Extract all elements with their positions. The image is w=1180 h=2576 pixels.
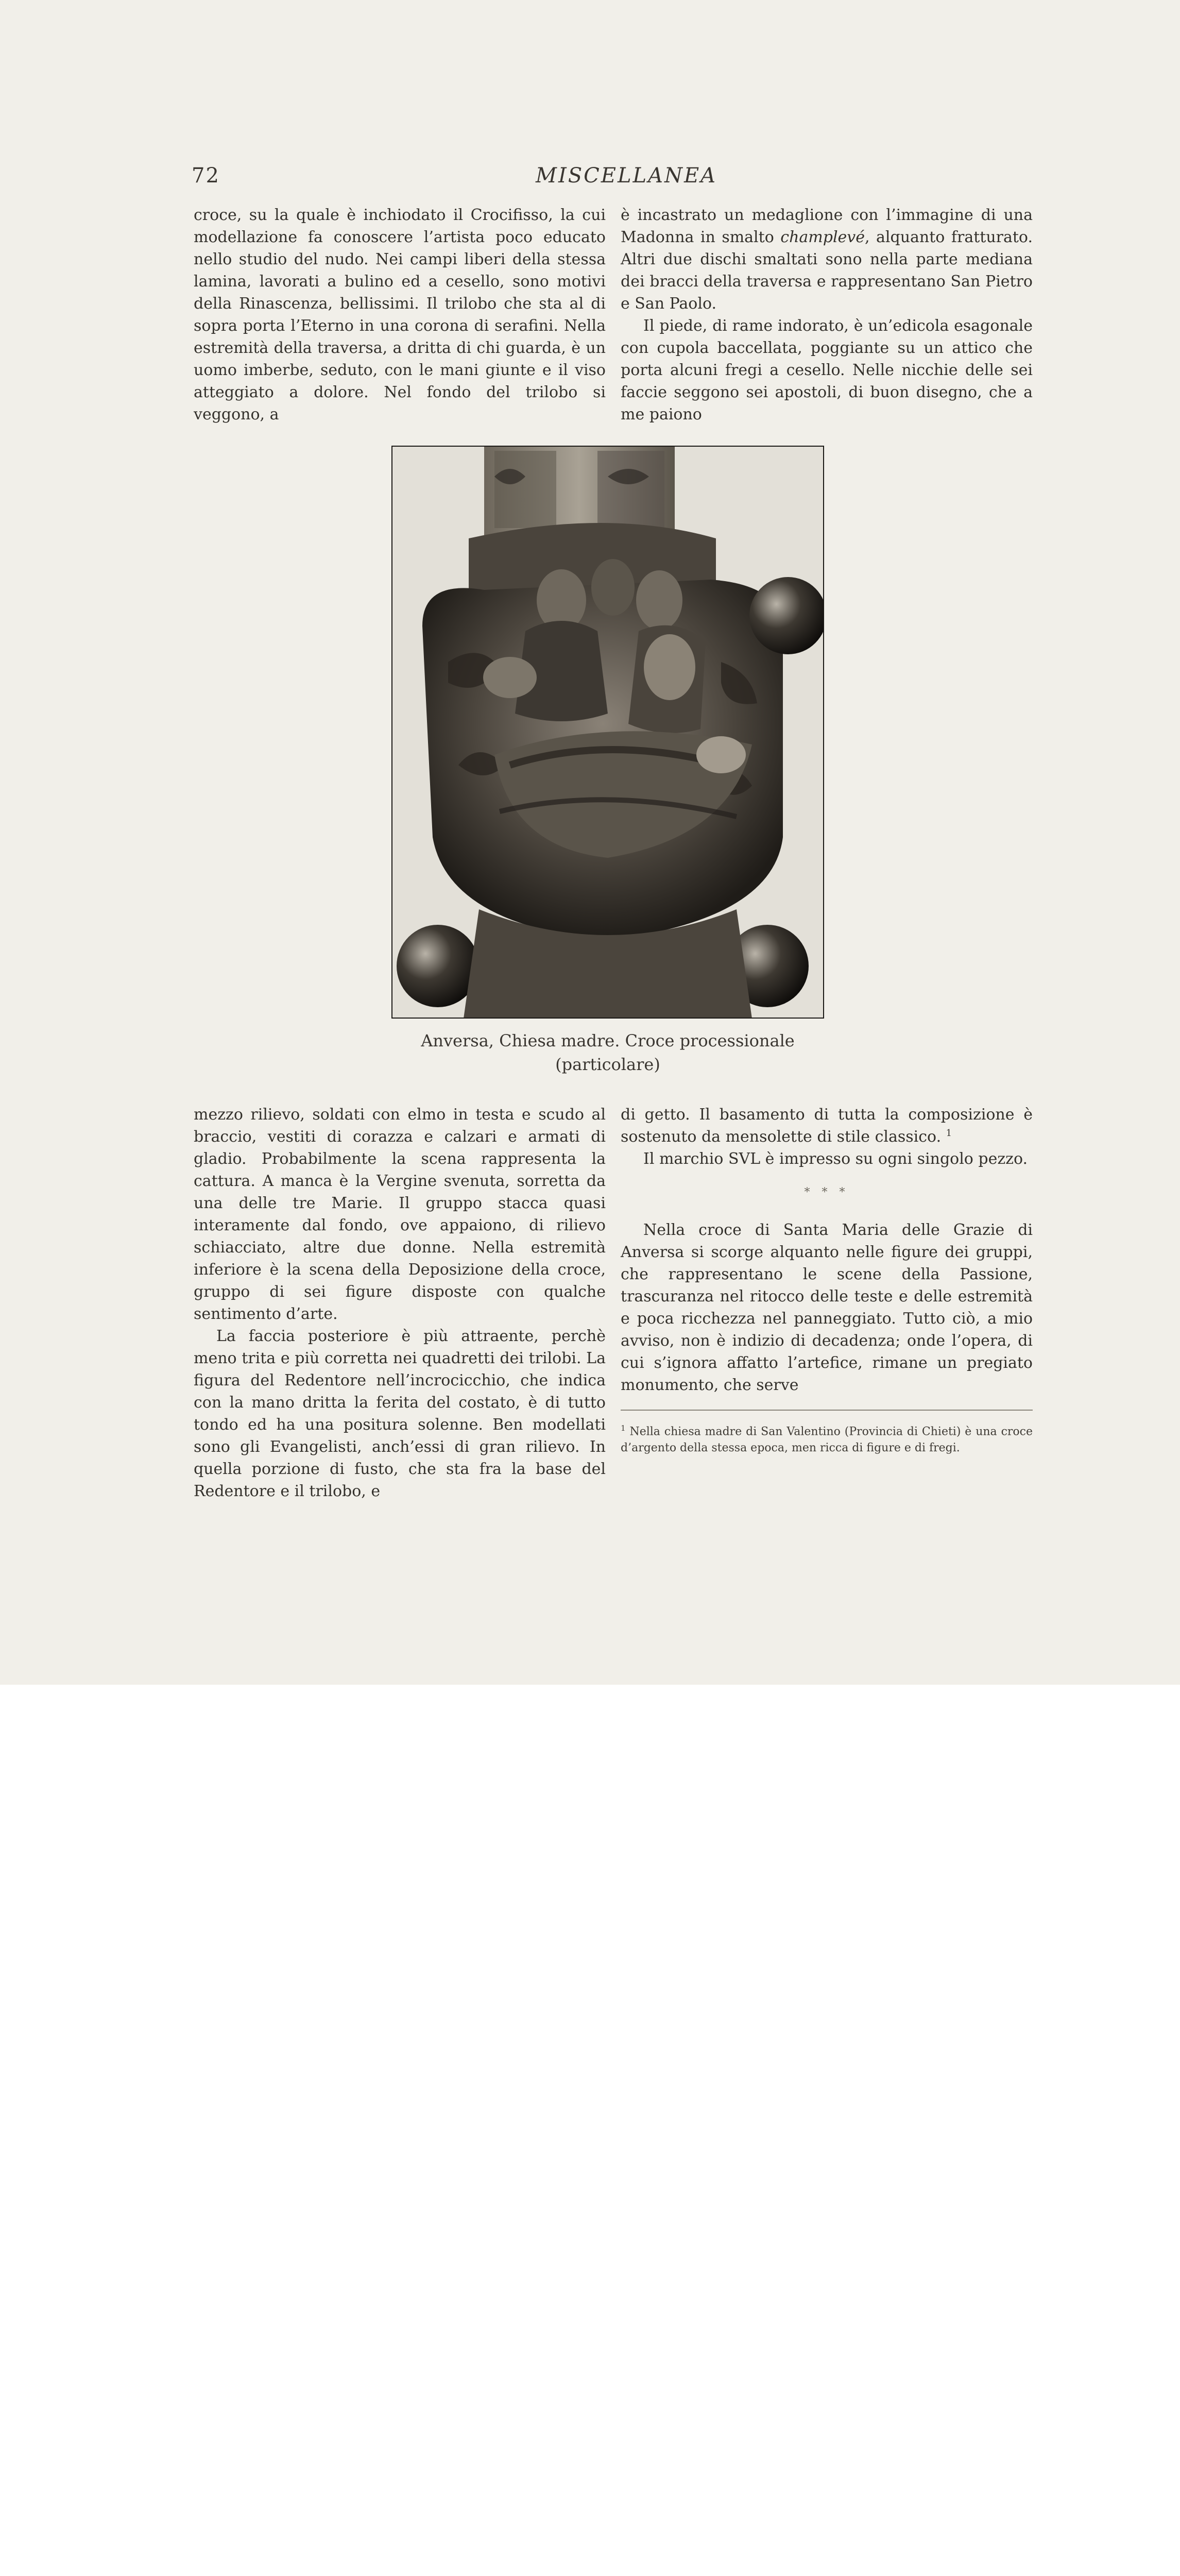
footnote: $^1$ Nella chiesa madre di San Valentino (Provincia di Chieti) è una croce d’argento della stessa epoca, men ricca di figure e di fregi.	[621, 1423, 1033, 1455]
footnote-mark: 1	[621, 1423, 626, 1433]
paragraph: Il marchio SVL è impresso su ogni singolo pezzo.	[643, 1150, 1028, 1168]
caption-line: Anversa, Chiesa madre. Croce processionale	[421, 1031, 795, 1050]
text-column-right-bottom	[621, 1104, 1033, 1456]
digitization-footer	[0, 1685, 1180, 1765]
section-separator: * * *	[804, 1186, 849, 1199]
paragraph: Nella croce di Santa Maria delle Grazie di Anversa si scorge alquanto nelle figure dei gruppi, che rappresentano le scene della Passione, trascuranza nel ritocco delle teste e delle estremità e poca ricchezza nel panneggiato. Tutto ciò, a mio avviso, non è indizio di decadenza; onde l’opera, di cui s’ignora affatto l’artefice, rimane un pregiato monumento, che serve	[621, 1221, 1033, 1394]
footnote-rule	[621, 1410, 1033, 1411]
paragraph: di getto. Il basamento di tutta la composizione è sostenuto da mensolette di stile classico. $^1$	[621, 1106, 1033, 1146]
italic-term: champlevé	[780, 228, 865, 246]
footnote-reference: 1	[946, 1128, 952, 1139]
text-column-right-top	[621, 204, 1033, 426]
running-head: MISCELLANEA	[536, 164, 717, 188]
text-column-left-bottom	[194, 1104, 606, 1502]
figure-photograph	[391, 446, 824, 1019]
paragraph: La faccia posteriore è più attraente, perchè meno trita e più corretta nei quadretti dei trilobi. La figura del Redentore nell’incrocicchio, che indica con la mano dritta la ferita del costato, è di tutto tondo ed ha una positura solenne. Ben modellati sono gli Evangelisti, anch’essi di gran rilievo. In quella porzione di fusto, che sta fra la base del Redentore e il trilobo, e	[194, 1327, 606, 1500]
figure-caption	[391, 1029, 824, 1076]
caption-line: (particolare)	[555, 1055, 660, 1074]
paragraph: mezzo rilievo, soldati con elmo in testa e scudo al braccio, vestiti di corazza e calzari e armati di gladio. Probabilmente la scena rappresenta la cattura. A manca è la Vergine svenuta, sorretta da una delle tre Marie. Il gruppo stacca quasi interamente dal fondo, ove appaiono, di rilievo schiacciato, altre due donne. Nella estremità inferiore è la scena della Deposizione della croce, gruppo di sei figure disposte con qualche sentimento d’arte.	[194, 1106, 606, 1323]
page-number: 72	[192, 164, 220, 188]
cross-relief-photo	[391, 446, 824, 1019]
paragraph: Il piede, di rame indorato, è un’edicola esagonale con cupola baccellata, poggiante su un attico che porta alcuni fregi a cesello. Nelle nicchie delle sei faccie seggono sei apostoli, di buon disegno, che a me paiono	[621, 317, 1033, 423]
paragraph: è incastrato un medaglione con l’immagine di una Madonna in smalto champlevé, alquanto fratturato. Altri due dischi smaltati sono nella parte mediana dei bracci della traversa e rappresentano San Pietro e San Paolo.	[621, 206, 1033, 313]
paragraph: croce, su la quale è inchiodato il Crocifisso, la cui modellazione fa conoscere l’artista poco educato nello studio del nudo. Nei campi liberi della stessa lamina, lavorati a bulino ed a cesello, sono motivi della Rinascenza, bellissimi. Il trilobo che sta al di sopra porta l’Eterno in una corona di serafini. Nella estremità della traversa, a dritta di chi guarda, è un uomo imberbe, seduto, con le mani giunte e il viso atteggiato a dolore. Nel fondo del trilobo si veggono, a	[194, 206, 606, 423]
text-column-left-top	[194, 204, 606, 426]
